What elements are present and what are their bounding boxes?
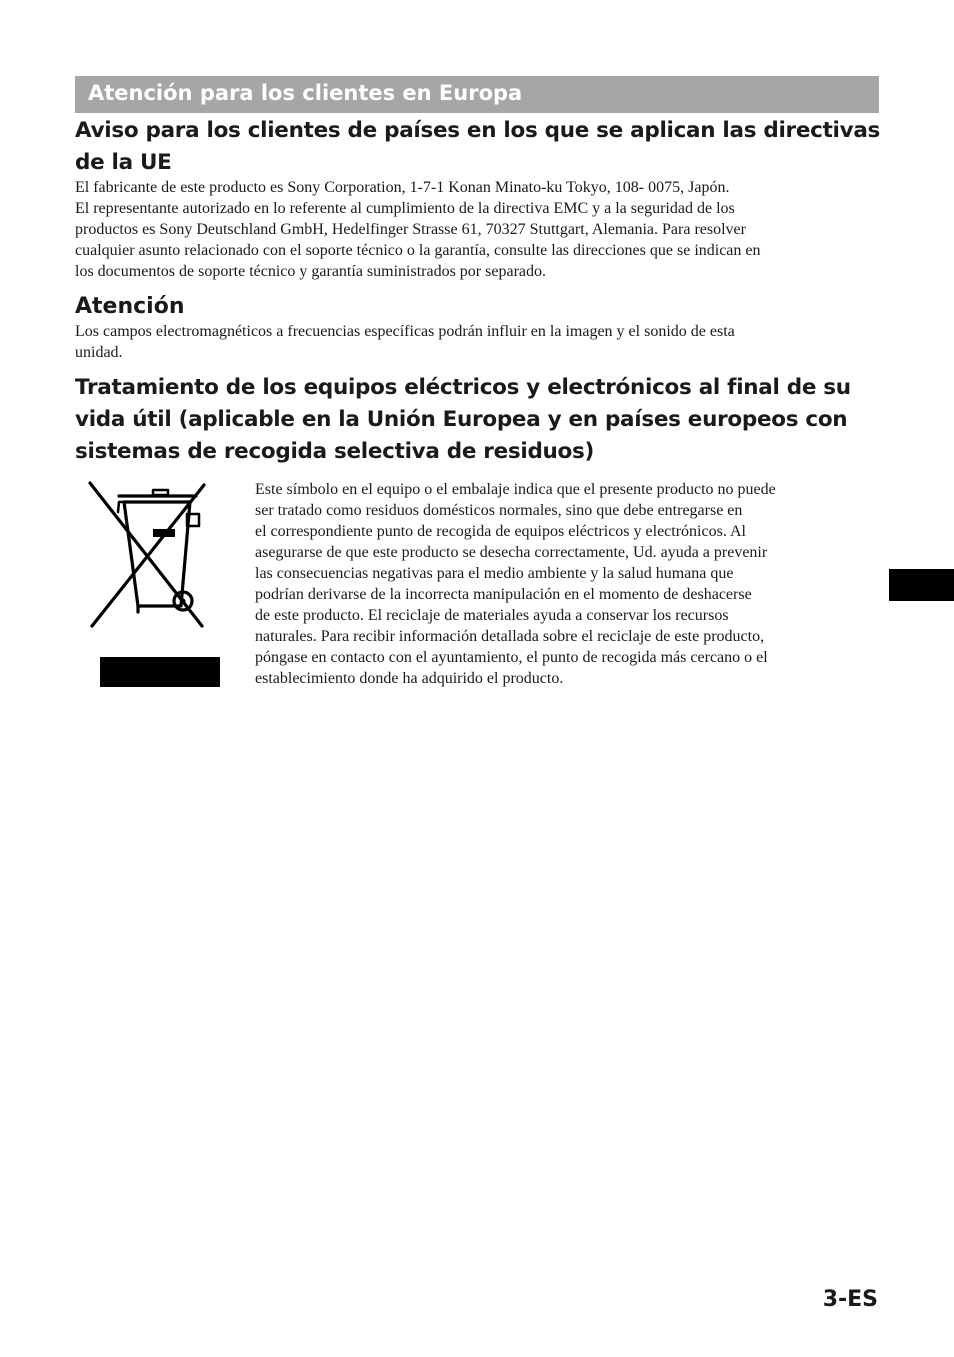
body-line: Los campos electromagnéticos a frecuencias específicas podrán influir en la imagen y el sonido de esta	[75, 323, 735, 340]
body-line: ser tratado como residuos domésticos normales, sino que debe entregarse en	[255, 502, 743, 519]
crossed-out-wheelie-bin-icon	[86, 478, 208, 634]
body-line: Este símbolo en el equipo o el embalaje indica que el presente producto no puede	[255, 481, 776, 498]
body-line: El fabricante de este producto es Sony Corporation, 1-7-1 Konan Minato-ku Tokyo, 108- 0075, Japón.	[75, 179, 730, 196]
weee-heading	[75, 372, 851, 468]
weee-black-bar	[100, 657, 220, 687]
language-tab-marker	[889, 569, 954, 601]
body-line: póngase en contacto con el ayuntamiento, el punto de recogida más cercano o el	[255, 649, 768, 666]
body-line: de este producto. El reciclaje de materiales ayuda a conservar los recursos	[255, 607, 729, 624]
body-line: las consecuencias negativas para el medio ambiente y la salud humana que	[255, 565, 734, 582]
attention-heading: Atención	[75, 294, 185, 319]
attention-body	[75, 321, 735, 363]
eu-directive-heading	[75, 115, 880, 179]
heading-line: Tratamiento de los equipos eléctricos y electrónicos al final de su	[75, 375, 851, 400]
body-line: podrían derivarse de la incorrecta manipulación en el momento de deshacerse	[255, 586, 752, 603]
body-line: cualquier asunto relacionado con el soporte técnico o la garantía, consulte las direcciones que se indican en	[75, 242, 761, 259]
weee-body	[255, 479, 776, 689]
heading-line: Aviso para los clientes de países en los que se aplican las directivas	[75, 118, 881, 143]
banner-title: Atención para los clientes en Europa	[88, 81, 523, 105]
body-line: los documentos de soporte técnico y garantía suministrados por separado.	[75, 263, 546, 280]
body-line: naturales. Para recibir información detallada sobre el reciclaje de este producto,	[255, 628, 765, 645]
body-line: el correspondiente punto de recogida de equipos eléctricos y electrónicos. Al	[255, 523, 746, 540]
body-line: asegurarse de que este producto se desecha correctamente, Ud. ayuda a prevenir	[255, 544, 768, 561]
section-banner	[75, 76, 879, 113]
body-line: El representante autorizado en lo referente al cumplimiento de la directiva EMC y a la seguridad de los	[75, 200, 735, 217]
heading-line: vida útil (aplicable en la Unión Europea y en países europeos con	[75, 407, 848, 432]
page-number: 3-ES	[822, 1287, 878, 1312]
body-line: unidad.	[75, 344, 123, 361]
body-line: productos es Sony Deutschland GmbH, Hedelfinger Strasse 61, 70327 Stuttgart, Alemania. Para resolver	[75, 221, 746, 238]
eu-directive-body	[75, 177, 761, 282]
heading-line: sistemas de recogida selectiva de residuos)	[75, 439, 595, 464]
heading-line: de la UE	[75, 150, 172, 175]
body-line: establecimiento donde ha adquirido el producto.	[255, 670, 564, 687]
